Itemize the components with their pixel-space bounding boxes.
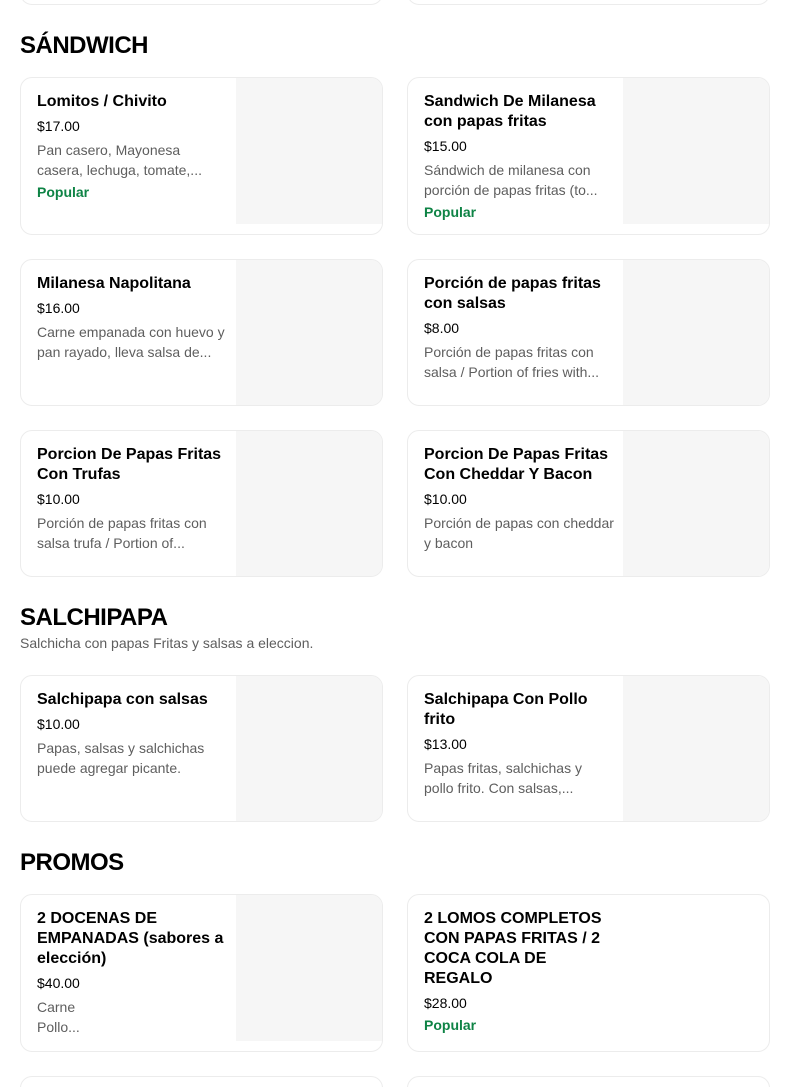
item-price: $17.00: [37, 118, 80, 134]
item-name: 2 LOMOS COMPLETOS CON PAPAS FRITAS / 2 COCA COLA DE REGALO: [424, 910, 602, 987]
section-title-sandwich: SÁNDWICH: [20, 32, 148, 59]
item-name: Porcion De Papas Fritas Con Trufas: [37, 446, 222, 483]
item-name: Sandwich De Milanesa con papas fritas: [424, 93, 596, 130]
item-price: $10.00: [424, 491, 467, 507]
item-description: Porción de papas fritas con salsa trufa / Portion of...: [37, 515, 207, 551]
item-description: Carne empanada con huevo y pan rayado, lleva salsa de...: [37, 324, 225, 360]
menu-item-card[interactable]: [407, 430, 770, 577]
menu-item-card-partial[interactable]: [407, 1076, 770, 1087]
section-title-promos: PROMOS: [20, 849, 124, 876]
popular-badge: Popular: [424, 204, 477, 220]
item-price: $8.00: [424, 320, 460, 336]
item-thumbnail: [236, 260, 382, 406]
item-price: $10.00: [37, 491, 80, 507]
menu-item-card[interactable]: [407, 259, 770, 406]
item-price: $16.00: [37, 300, 80, 316]
menu-item-card[interactable]: [407, 675, 770, 822]
popular-badge: Popular: [424, 1017, 477, 1033]
item-name: Porción de papas fritas con salsas: [424, 275, 601, 312]
item-name: 2 DOCENAS DE EMPANADAS (sabores a elección): [37, 910, 224, 967]
menu-item-card-partial[interactable]: [20, 1076, 383, 1087]
menu-item-card[interactable]: [407, 894, 770, 1052]
menu-item-card[interactable]: [20, 894, 383, 1052]
item-description: Carne Pollo...: [37, 999, 80, 1035]
section-subtitle-salchipapa: Salchicha con papas Fritas y salsas a eleccion.: [20, 635, 314, 651]
item-thumbnail: [623, 431, 769, 577]
menu-item-card[interactable]: [20, 259, 383, 406]
item-thumbnail: [236, 431, 382, 577]
item-price: $28.00: [424, 995, 467, 1011]
item-description: Pan casero, Mayonesa casera, lechuga, tomate,...: [37, 142, 202, 178]
item-description: Sándwich de milanesa con porción de papas fritas (to...: [424, 162, 598, 198]
item-thumbnail: [236, 676, 382, 822]
item-description: Porción de papas fritas con salsa / Portion of fries with...: [424, 344, 600, 380]
menu-item-card[interactable]: [20, 77, 383, 235]
item-description: Papas fritas, salchichas y pollo frito. Con salsas,...: [424, 760, 582, 796]
item-name: Salchipapa con salsas: [37, 691, 208, 708]
item-thumbnail: [623, 676, 769, 822]
menu-item-card-partial[interactable]: [407, 0, 770, 5]
item-name: Milanesa Napolitana: [37, 275, 191, 292]
popular-badge: Popular: [37, 184, 90, 200]
item-price: $15.00: [424, 138, 467, 154]
item-price: $10.00: [37, 716, 80, 732]
item-thumbnail: [236, 78, 382, 224]
menu-item-card[interactable]: [20, 430, 383, 577]
item-description: Porción de papas con cheddar y bacon: [424, 515, 614, 551]
menu-item-card[interactable]: [407, 77, 770, 235]
item-thumbnail: [623, 78, 769, 224]
item-thumbnail: [236, 895, 382, 1041]
item-name: Lomitos / Chivito: [37, 93, 167, 110]
item-thumbnail: [623, 260, 769, 406]
item-name: Salchipapa Con Pollo frito: [424, 691, 588, 728]
menu-item-card[interactable]: [20, 675, 383, 822]
item-description: Papas, salsas y salchichas puede agregar picante.: [37, 740, 205, 776]
menu-item-card-partial[interactable]: [20, 0, 383, 5]
item-price: $13.00: [424, 736, 467, 752]
item-price: $40.00: [37, 975, 80, 991]
item-name: Porcion De Papas Fritas Con Cheddar Y Bacon: [424, 446, 609, 483]
section-title-salchipapa: SALCHIPAPA: [20, 604, 168, 631]
